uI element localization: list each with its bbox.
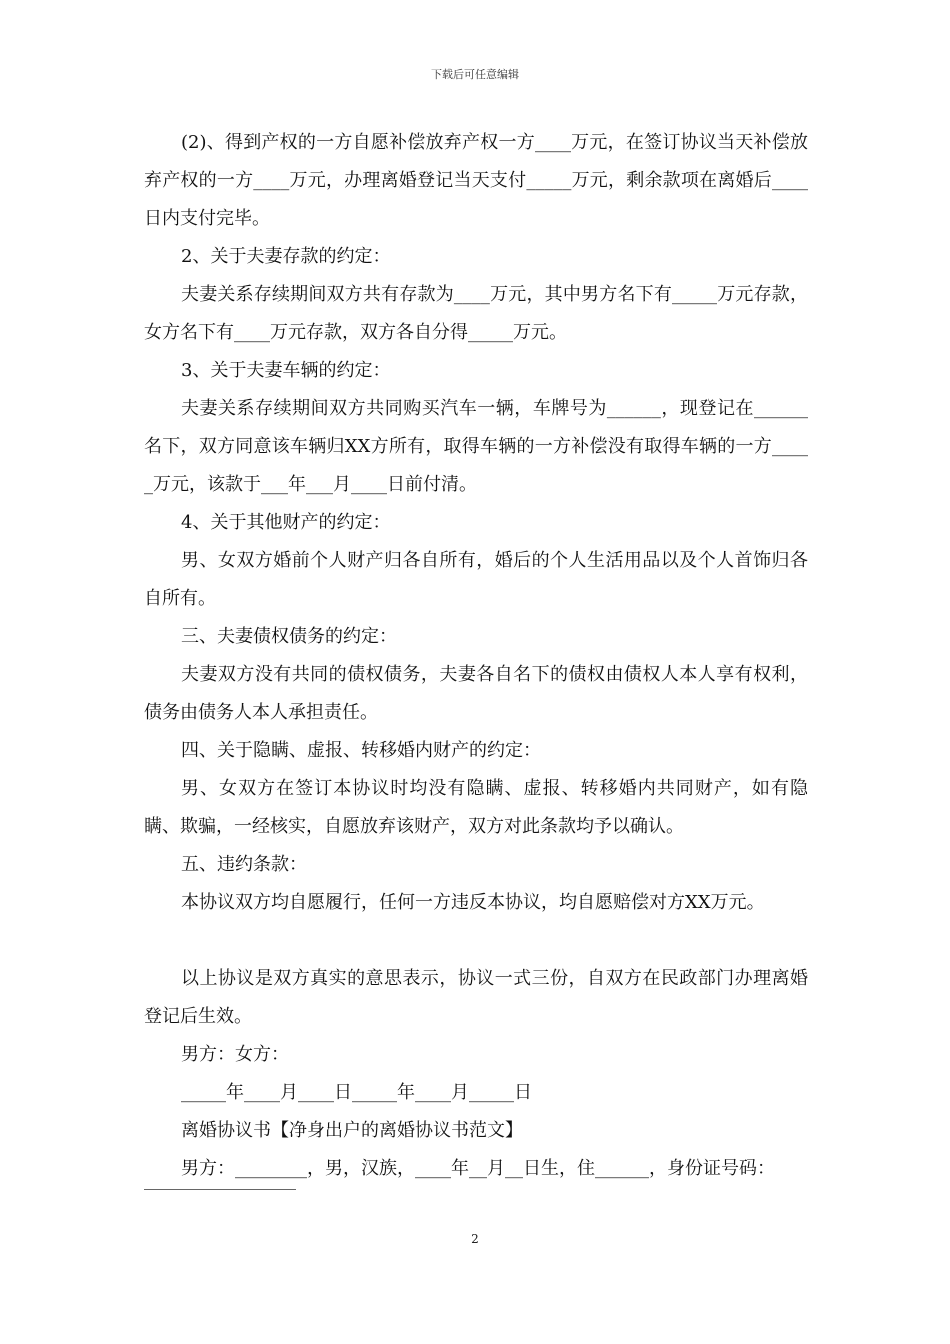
document-body xyxy=(144,124,808,1188)
paragraph-breach: 本协议双方均自愿履行，任何一方违反本协议，均自愿赔偿对方XX万元。 xyxy=(181,892,765,913)
heading-other-property: 4、关于其他财产的约定： xyxy=(181,512,391,533)
page-header: 下载后可任意编辑 xyxy=(431,68,519,81)
paragraph-payment-terms: (2)、得到产权的一方自愿补偿放弃产权一方____万元，在签订协议当天补偿放弃产权的一方____万元，办理离婚登记当天支付_____万元，剩余款项在离婚后____日内支付完毕。 xyxy=(144,132,808,229)
blank-line xyxy=(144,922,808,960)
paragraph-debts: 夫妻双方没有共同的债权债务，夫妻各自名下的债权由债权人本人享有权利，债务由债务人本人承担责任。 xyxy=(144,664,808,723)
signature-dates: _____年____月____日_____年____月_____日 xyxy=(181,1082,532,1103)
heading-vehicle: 3、关于夫妻车辆的约定： xyxy=(181,360,391,381)
heading-breach: 五、违约条款： xyxy=(181,854,307,875)
page-number: 2 xyxy=(471,1232,479,1246)
paragraph-concealment: 男、女双方在签订本协议时均没有隐瞒、虚报、转移婚内共同财产，如有隐瞒、欺骗，一经核实，自愿放弃该财产，双方对此条款均予以确认。 xyxy=(144,778,808,837)
section-title: 离婚协议书【净身出户的离婚协议书范文】 xyxy=(181,1120,523,1141)
signature-parties: 男方：女方： xyxy=(181,1044,289,1065)
paragraph-vehicle: 夫妻关系存续期间双方共同购买汽车一辆，车牌号为______，现登记在______名下，双方同意该车辆归XX方所有，取得车辆的一方补偿没有取得车辆的一方_____万元，该款于___年___月____日前付清。 xyxy=(144,398,808,495)
heading-debts: 三、夫妻债权债务的约定： xyxy=(181,626,397,647)
paragraph-other-property: 男、女双方婚前个人财产归各自所有，婚后的个人生活用品以及个人首饰归各自所有。 xyxy=(144,550,808,609)
heading-savings: 2、关于夫妻存款的约定： xyxy=(181,246,391,267)
paragraph-effectiveness: 以上协议是双方真实的意思表示，协议一式三份，自双方在民政部门办理离婚登记后生效。 xyxy=(144,968,808,1027)
paragraph-savings: 夫妻关系存续期间双方共有存款为____万元，其中男方名下有_____万元存款，女方名下有____万元存款，双方各自分得_____万元。 xyxy=(144,284,808,343)
paragraph-male-party: 男方：________，男，汉族，____年__月__日生，住______，身份证号码： xyxy=(181,1158,775,1179)
footnote-divider xyxy=(144,1189,296,1190)
heading-concealment: 四、关于隐瞒、虚报、转移婚内财产的约定： xyxy=(181,740,541,761)
